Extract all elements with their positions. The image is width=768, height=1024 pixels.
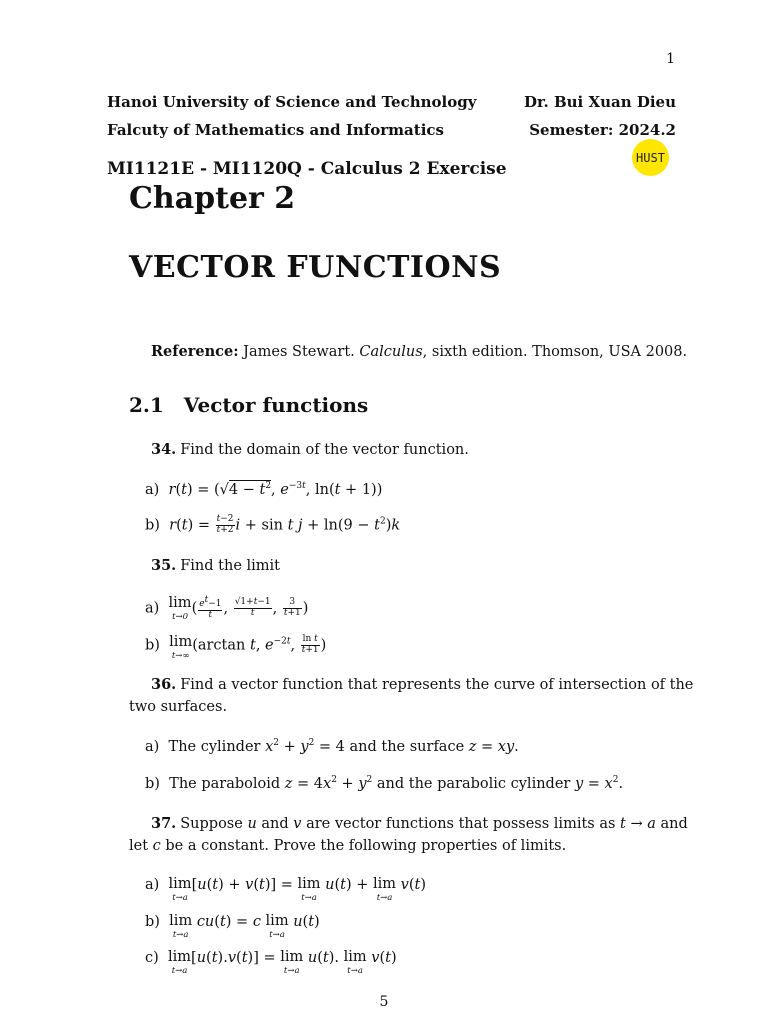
page-top-number: 1 xyxy=(666,51,675,67)
course-title: MI1121E - MI1120Q - Calculus 2 Exercise xyxy=(107,159,507,179)
exercise-35a: a) lim t→0 ( $\frac{e^t-1}{t}$ , $\frac{√1+t-1}{t}$ , $\frac{3}{t+1}$ ) xyxy=(145,595,309,622)
reference: Reference: James Stewart. Calculus, sixth edition. Thomson, USA 2008. xyxy=(151,343,688,360)
semester: Semester: 2024.2 xyxy=(529,121,676,139)
exercise-36-cont: two surfaces. xyxy=(129,699,228,715)
exercise-37c: c) lim t→a [u(t).v(t)] = lim t→a u(t). lim t→a v(t) xyxy=(145,949,397,976)
exercise-35b: b) lim t→∞ (arctan t, $e^{-2t}$, $\frac{\text{ln t}}{t+1}$ ) xyxy=(145,634,327,661)
hust-logo: HUST xyxy=(632,139,669,176)
exercise-34b: b) r(t) = $\frac{t-2}{t+2}$ i + sin t $j + \ln(9 - t^2)k$ xyxy=(145,514,401,535)
exercise-34: 34. Find the domain of the vector function. xyxy=(151,441,469,458)
exercise-37b: b) lim t→a cu(t) = c lim t→a u(t) xyxy=(145,913,320,940)
exercise-37a: a) lim t→a [u(t) + v(t)] = lim t→a u(t) + lim t→a v(t) xyxy=(145,876,427,903)
faculty-name: Falcuty of Mathematics and Informatics xyxy=(107,121,444,139)
exercise-36: 36. Find a vector function that represents the curve of intersection of the xyxy=(151,676,694,693)
chapter-title: VECTOR FUNCTIONS xyxy=(129,250,502,285)
exercise-37: 37. Suppose u and v are vector functions that possess limits as t → a and xyxy=(151,815,688,832)
university-name: Hanoi University of Science and Technology xyxy=(107,93,477,111)
exercise-36b: b) The paraboloid $z = 4x^2 + y^2$ and the parabolic cylinder $y = x^2$. xyxy=(145,775,624,792)
chapter-label: Chapter 2 xyxy=(129,181,296,216)
page-number: 5 xyxy=(379,994,389,1010)
lecturer-name: Dr. Bui Xuan Dieu xyxy=(523,93,676,111)
exercise-37-cont: let c be a constant. Prove the following properties of limits. xyxy=(129,838,567,854)
exercise-35: 35. Find the limit xyxy=(151,557,281,574)
exercise-34a: a) $r(t) = (√4 - t^2$, $e^{-3t}$, ln(t + 1)) xyxy=(145,481,383,498)
section-heading: 2.1 Vector functions xyxy=(129,393,369,417)
exercise-36a: a) The cylinder $x^2 + y^2 = 4$ and the surface z = xy. xyxy=(145,738,519,755)
